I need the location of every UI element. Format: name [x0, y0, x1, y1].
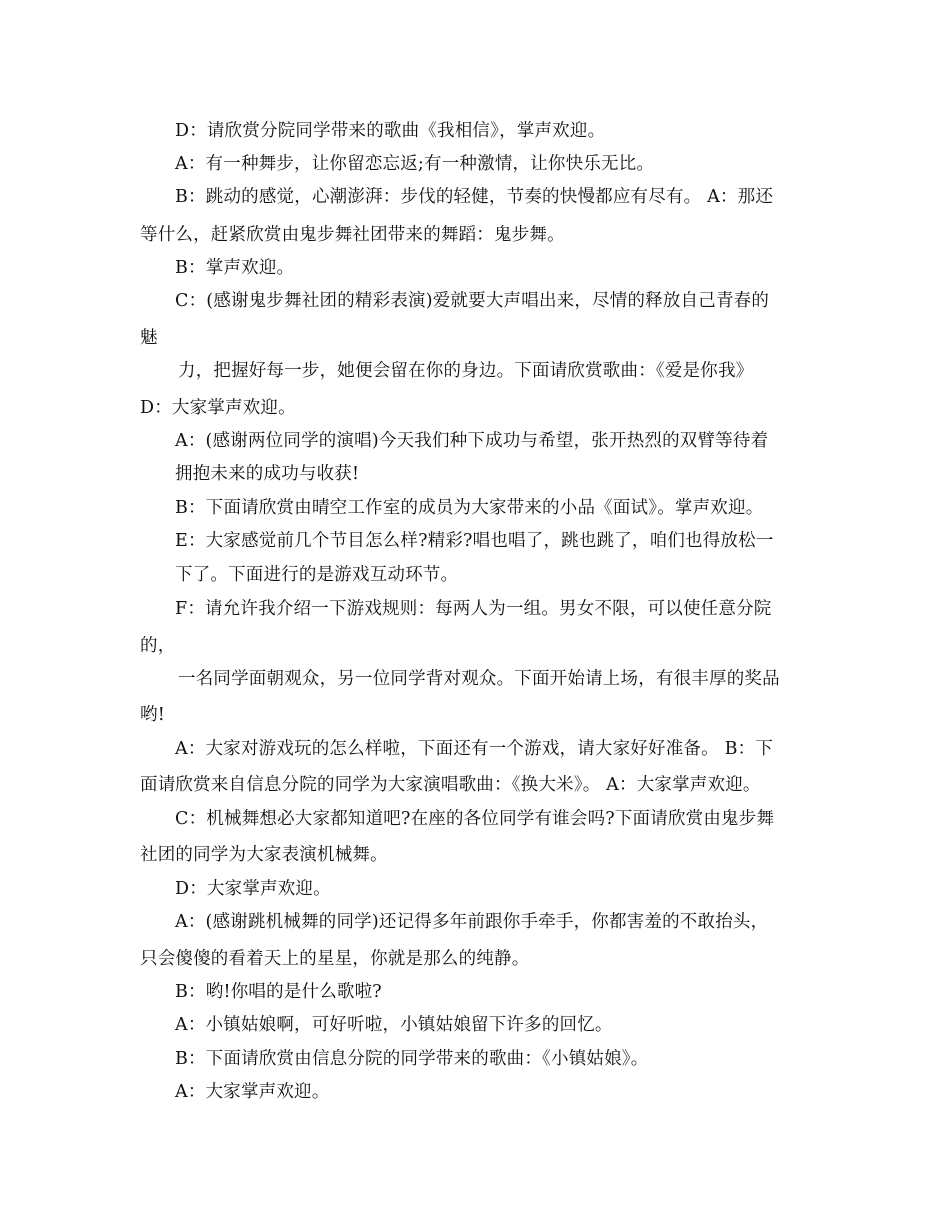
- text-line: D：大家掌声欢迎。: [140, 398, 296, 418]
- text-line: D：请欣赏分院同学带来的歌曲《我相信》，掌声欢迎。: [175, 121, 606, 141]
- text-line: 拥抱未来的成功与收获!: [175, 464, 360, 484]
- text-line: B：哟!你唱的是什么歌啦?: [175, 982, 382, 1002]
- text-line: A：(感谢跳机械舞的同学)还记得多年前跟你手牵手，你都害羞的不敢抬头，: [175, 912, 769, 932]
- text-line: E：大家感觉前几个节目怎么样?精彩?唱也唱了，跳也跳了，咱们也得放松一: [175, 531, 774, 551]
- text-line: A：大家掌声欢迎。: [175, 1082, 330, 1102]
- text-line: 下了。下面进行的是游戏互动环节。: [175, 565, 459, 585]
- text-line: A：(感谢两位同学的演唱)今天我们种下成功与希望，张开热烈的双臂等待着: [175, 431, 769, 451]
- text-line: F：请允许我介绍一下游戏规则：每两人为一组。男女不限，可以使任意分院: [175, 599, 772, 619]
- text-line: A：小镇姑娘啊，可好听啦，小镇姑娘留下许多的回忆。: [175, 1015, 613, 1035]
- text-line: A：有一种舞步，让你留恋忘返;有一种激情，让你快乐无比。: [175, 154, 655, 174]
- text-line: B：下面请欣赏由信息分院的同学带来的歌曲：《小镇姑娘》。: [175, 1049, 649, 1069]
- text-line: A：大家对游戏玩的怎么样啦，下面还有一个游戏，请大家好好准备。 B：下: [175, 739, 774, 759]
- text-line: B：跳动的感觉，心潮澎湃：步伐的轻健，节奏的快慢都应有尽有。 A：那还: [175, 187, 774, 207]
- text-line: D：大家掌声欢迎。: [175, 879, 331, 899]
- text-line: B：下面请欣赏由晴空工作室的成员为大家带来的小品《面试》。掌声欢迎。: [175, 498, 764, 518]
- text-line: 只会傻傻的看着天上的星星，你就是那么的纯静。: [140, 949, 530, 969]
- text-line: 的，: [140, 636, 176, 656]
- text-line: C：(感谢鬼步舞社团的精彩表演)爱就要大声唱出来，尽情的释放自己青春的: [175, 291, 770, 311]
- text-line: 面请欣赏来自信息分院的同学为大家演唱歌曲：《换大米》。 A：大家掌声欢迎。: [140, 775, 761, 795]
- text-line: 等什么，赶紧欣赏由鬼步舞社团带来的舞蹈：鬼步舞。: [140, 225, 565, 245]
- text-line: C：机械舞想必大家都知道吧?在座的各位同学有谁会吗?下面请欣赏由鬼步舞: [175, 809, 775, 829]
- text-line: 一名同学面朝观众，另一位同学背对观众。下面开始请上场，有很丰厚的奖品: [178, 669, 780, 689]
- text-line: 力，把握好每一步，她便会留在你的身边。下面请欣赏歌曲：《爱是你我》: [178, 361, 754, 381]
- text-line: 魅: [140, 328, 158, 348]
- text-line: B：掌声欢迎。: [175, 258, 295, 278]
- text-line: 哟!: [140, 705, 165, 725]
- text-line: 社团的同学为大家表演机械舞。: [140, 845, 388, 865]
